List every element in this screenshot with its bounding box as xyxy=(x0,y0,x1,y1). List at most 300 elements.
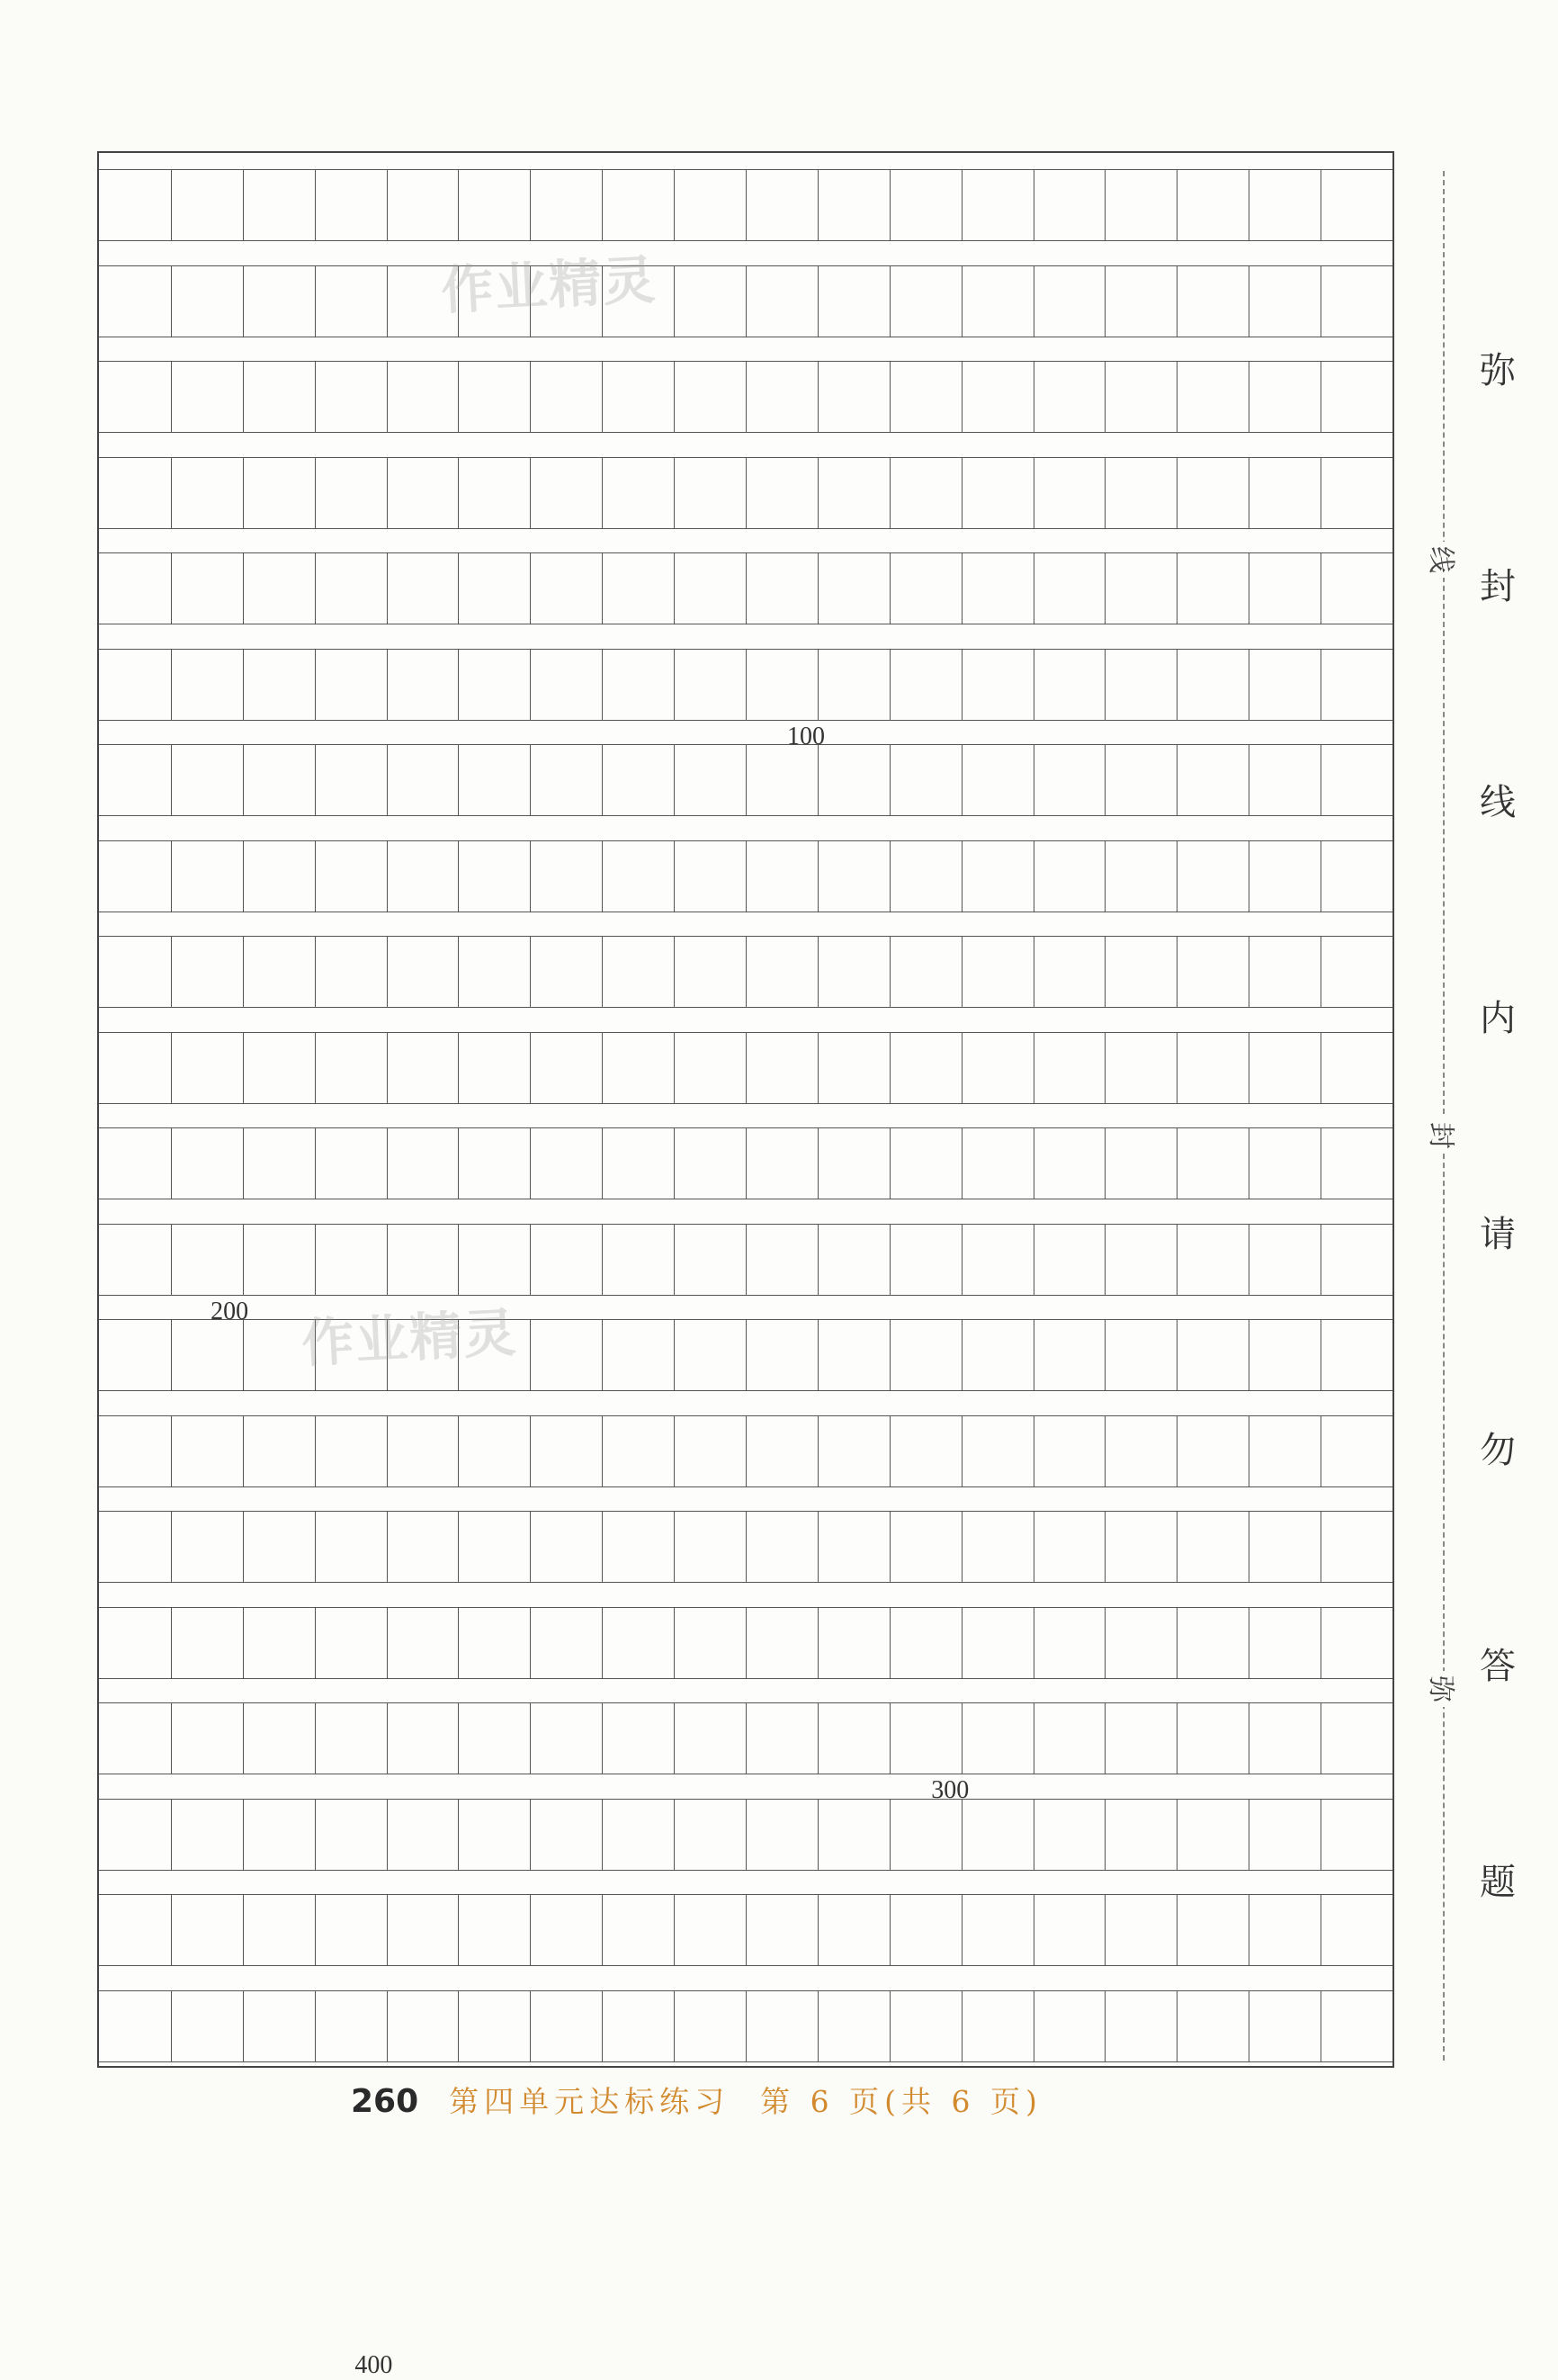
grid-cell[interactable] xyxy=(602,744,674,816)
grid-cell[interactable] xyxy=(530,169,602,241)
grid-cell[interactable] xyxy=(1177,169,1249,241)
grid-cell[interactable] xyxy=(315,1990,387,2062)
grid-cell[interactable] xyxy=(962,1702,1034,1774)
grid-cell[interactable] xyxy=(243,361,315,433)
grid-cell[interactable] xyxy=(890,744,962,816)
grid-cell[interactable] xyxy=(602,552,674,624)
grid-cell[interactable] xyxy=(315,169,387,241)
grid-cell[interactable] xyxy=(1249,1511,1321,1583)
grid-cell[interactable] xyxy=(1034,1702,1106,1774)
grid-cell[interactable] xyxy=(962,1415,1034,1487)
grid-cell[interactable] xyxy=(746,1799,818,1871)
grid-cell[interactable] xyxy=(1321,936,1392,1008)
grid-cell[interactable] xyxy=(1105,1799,1177,1871)
grid-cell[interactable] xyxy=(890,649,962,721)
grid-cell[interactable] xyxy=(746,1511,818,1583)
grid-cell[interactable] xyxy=(1321,1894,1392,1966)
grid-cell[interactable] xyxy=(458,361,530,433)
grid-cell[interactable] xyxy=(746,1127,818,1199)
grid-cell[interactable] xyxy=(746,265,818,337)
grid-cell[interactable] xyxy=(315,1415,387,1487)
grid-cell[interactable] xyxy=(1321,457,1392,529)
grid-cell[interactable] xyxy=(387,169,459,241)
grid-cell[interactable] xyxy=(602,1799,674,1871)
grid-cell[interactable] xyxy=(962,1127,1034,1199)
grid-cell[interactable] xyxy=(962,1319,1034,1391)
grid-cell[interactable] xyxy=(99,936,171,1008)
grid-cell[interactable] xyxy=(1249,936,1321,1008)
grid-cell[interactable] xyxy=(746,840,818,912)
grid-cell[interactable] xyxy=(818,1607,890,1679)
grid-cell[interactable] xyxy=(243,1224,315,1296)
grid-cell[interactable] xyxy=(890,1799,962,1871)
grid-cell[interactable] xyxy=(962,1032,1034,1104)
grid-cell[interactable] xyxy=(818,457,890,529)
grid-cell[interactable] xyxy=(171,1894,243,1966)
grid-cell[interactable] xyxy=(602,457,674,529)
grid-cell[interactable] xyxy=(530,1224,602,1296)
grid-cell[interactable] xyxy=(1321,169,1392,241)
grid-cell[interactable] xyxy=(99,1702,171,1774)
grid-cell[interactable] xyxy=(315,1894,387,1966)
grid-cell[interactable] xyxy=(602,1702,674,1774)
grid-cell[interactable] xyxy=(1249,552,1321,624)
grid-cell[interactable] xyxy=(1034,1990,1106,2062)
grid-cell[interactable] xyxy=(530,1415,602,1487)
grid-cell[interactable] xyxy=(962,1224,1034,1296)
grid-cell[interactable] xyxy=(1034,169,1106,241)
grid-cell[interactable] xyxy=(674,1415,746,1487)
grid-cell[interactable] xyxy=(171,457,243,529)
grid-cell[interactable] xyxy=(99,1127,171,1199)
grid-cell[interactable] xyxy=(1321,361,1392,433)
grid-cell[interactable] xyxy=(171,1990,243,2062)
grid-cell[interactable] xyxy=(1321,265,1392,337)
grid-cell[interactable] xyxy=(818,361,890,433)
grid-cell[interactable] xyxy=(1321,1415,1392,1487)
grid-cell[interactable] xyxy=(962,936,1034,1008)
grid-cell[interactable] xyxy=(1321,1319,1392,1391)
grid-cell[interactable] xyxy=(1177,936,1249,1008)
grid-cell[interactable] xyxy=(890,1607,962,1679)
grid-cell[interactable] xyxy=(674,457,746,529)
grid-cell[interactable] xyxy=(530,1799,602,1871)
grid-cell[interactable] xyxy=(1034,840,1106,912)
grid-cell[interactable] xyxy=(315,840,387,912)
grid-cell[interactable] xyxy=(818,1032,890,1104)
grid-cell[interactable] xyxy=(602,1032,674,1104)
grid-cell[interactable] xyxy=(674,1894,746,1966)
grid-cell[interactable] xyxy=(1105,457,1177,529)
grid-cell[interactable] xyxy=(243,1415,315,1487)
grid-cell[interactable] xyxy=(962,169,1034,241)
grid-cell[interactable] xyxy=(458,457,530,529)
grid-cell[interactable] xyxy=(458,1032,530,1104)
grid-cell[interactable] xyxy=(674,840,746,912)
grid-cell[interactable] xyxy=(315,265,387,337)
grid-cell[interactable] xyxy=(1034,1127,1106,1199)
grid-cell[interactable] xyxy=(890,361,962,433)
grid-cell[interactable] xyxy=(243,457,315,529)
grid-cell[interactable] xyxy=(171,1319,243,1391)
grid-cell[interactable] xyxy=(890,1702,962,1774)
grid-cell[interactable] xyxy=(602,169,674,241)
grid-cell[interactable] xyxy=(602,1607,674,1679)
grid-cell[interactable] xyxy=(818,1799,890,1871)
grid-cell[interactable] xyxy=(1105,1702,1177,1774)
grid-cell[interactable] xyxy=(171,1702,243,1774)
grid-cell[interactable] xyxy=(99,1607,171,1679)
grid-cell[interactable] xyxy=(1034,457,1106,529)
grid-cell[interactable] xyxy=(1249,169,1321,241)
grid-cell[interactable] xyxy=(1177,265,1249,337)
grid-cell[interactable] xyxy=(962,552,1034,624)
grid-cell[interactable] xyxy=(1249,1127,1321,1199)
grid-cell[interactable] xyxy=(890,1894,962,1966)
grid-cell[interactable] xyxy=(171,1032,243,1104)
grid-cell[interactable] xyxy=(818,1224,890,1296)
grid-cell[interactable] xyxy=(315,1799,387,1871)
grid-cell[interactable] xyxy=(818,1511,890,1583)
grid-cell[interactable] xyxy=(1321,1511,1392,1583)
grid-cell[interactable] xyxy=(602,1127,674,1199)
grid-cell[interactable] xyxy=(746,1319,818,1391)
grid-cell[interactable] xyxy=(243,1607,315,1679)
grid-cell[interactable] xyxy=(890,1127,962,1199)
grid-cell[interactable] xyxy=(962,1894,1034,1966)
grid-cell[interactable] xyxy=(530,1607,602,1679)
grid-cell[interactable] xyxy=(387,1224,459,1296)
grid-cell[interactable] xyxy=(1034,1032,1106,1104)
grid-cell[interactable] xyxy=(387,744,459,816)
grid-cell[interactable] xyxy=(746,169,818,241)
grid-cell[interactable] xyxy=(674,1032,746,1104)
grid-cell[interactable] xyxy=(99,265,171,337)
grid-cell[interactable] xyxy=(962,265,1034,337)
grid-cell[interactable] xyxy=(890,1511,962,1583)
grid-cell[interactable] xyxy=(458,1702,530,1774)
grid-cell[interactable] xyxy=(1105,1032,1177,1104)
grid-cell[interactable] xyxy=(99,1990,171,2062)
grid-cell[interactable] xyxy=(890,840,962,912)
grid-cell[interactable] xyxy=(890,936,962,1008)
grid-cell[interactable] xyxy=(1105,649,1177,721)
grid-cell[interactable] xyxy=(530,936,602,1008)
grid-cell[interactable] xyxy=(99,552,171,624)
grid-cell[interactable] xyxy=(171,744,243,816)
grid-cell[interactable] xyxy=(602,1224,674,1296)
grid-cell[interactable] xyxy=(674,1127,746,1199)
grid-cell[interactable] xyxy=(243,1990,315,2062)
grid-cell[interactable] xyxy=(171,361,243,433)
grid-cell[interactable] xyxy=(1034,552,1106,624)
grid-cell[interactable] xyxy=(171,936,243,1008)
grid-cell[interactable] xyxy=(1249,1607,1321,1679)
grid-cell[interactable] xyxy=(962,361,1034,433)
grid-cell[interactable] xyxy=(171,265,243,337)
grid-cell[interactable] xyxy=(818,1127,890,1199)
grid-cell[interactable] xyxy=(1034,744,1106,816)
grid-cell[interactable] xyxy=(746,457,818,529)
grid-cell[interactable] xyxy=(1249,1702,1321,1774)
grid-cell[interactable] xyxy=(1249,265,1321,337)
grid-cell[interactable] xyxy=(458,1607,530,1679)
grid-cell[interactable] xyxy=(530,744,602,816)
grid-cell[interactable] xyxy=(315,457,387,529)
grid-cell[interactable] xyxy=(1177,1032,1249,1104)
grid-cell[interactable] xyxy=(458,840,530,912)
grid-cell[interactable] xyxy=(1249,840,1321,912)
grid-cell[interactable] xyxy=(1034,936,1106,1008)
grid-cell[interactable] xyxy=(1249,1799,1321,1871)
grid-cell[interactable] xyxy=(674,1511,746,1583)
grid-cell[interactable] xyxy=(1105,552,1177,624)
grid-cell[interactable] xyxy=(674,1607,746,1679)
grid-cell[interactable] xyxy=(315,649,387,721)
grid-cell[interactable] xyxy=(530,361,602,433)
grid-cell[interactable] xyxy=(818,1894,890,1966)
grid-cell[interactable] xyxy=(674,649,746,721)
grid-cell[interactable] xyxy=(1177,1894,1249,1966)
grid-cell[interactable] xyxy=(1249,744,1321,816)
grid-cell[interactable] xyxy=(890,1415,962,1487)
grid-cell[interactable] xyxy=(818,552,890,624)
grid-cell[interactable] xyxy=(99,649,171,721)
grid-cell[interactable] xyxy=(458,169,530,241)
grid-cell[interactable] xyxy=(818,1702,890,1774)
grid-cell[interactable] xyxy=(1177,1799,1249,1871)
grid-cell[interactable] xyxy=(1034,1224,1106,1296)
grid-cell[interactable] xyxy=(1177,552,1249,624)
grid-cell[interactable] xyxy=(602,840,674,912)
grid-cell[interactable] xyxy=(1321,1127,1392,1199)
grid-cell[interactable] xyxy=(674,1799,746,1871)
grid-cell[interactable] xyxy=(1249,361,1321,433)
grid-cell[interactable] xyxy=(1105,1415,1177,1487)
grid-cell[interactable] xyxy=(315,361,387,433)
grid-cell[interactable] xyxy=(458,1511,530,1583)
grid-cell[interactable] xyxy=(818,936,890,1008)
grid-cell[interactable] xyxy=(1034,649,1106,721)
grid-cell[interactable] xyxy=(387,1702,459,1774)
grid-cell[interactable] xyxy=(602,1894,674,1966)
grid-cell[interactable] xyxy=(1105,1607,1177,1679)
grid-cell[interactable] xyxy=(818,1415,890,1487)
grid-cell[interactable] xyxy=(890,1224,962,1296)
grid-cell[interactable] xyxy=(890,552,962,624)
grid-cell[interactable] xyxy=(962,1990,1034,2062)
grid-cell[interactable] xyxy=(387,1607,459,1679)
grid-cell[interactable] xyxy=(674,1990,746,2062)
grid-cell[interactable] xyxy=(171,1799,243,1871)
grid-cell[interactable] xyxy=(243,169,315,241)
grid-cell[interactable] xyxy=(99,840,171,912)
grid-cell[interactable] xyxy=(1321,1607,1392,1679)
grid-cell[interactable] xyxy=(1177,1415,1249,1487)
grid-cell[interactable] xyxy=(530,1127,602,1199)
grid-cell[interactable] xyxy=(171,1511,243,1583)
grid-cell[interactable] xyxy=(674,1702,746,1774)
grid-cell[interactable] xyxy=(746,361,818,433)
grid-cell[interactable] xyxy=(458,1224,530,1296)
grid-cell[interactable] xyxy=(962,1511,1034,1583)
grid-cell[interactable] xyxy=(243,1799,315,1871)
grid-cell[interactable] xyxy=(1034,1511,1106,1583)
grid-cell[interactable] xyxy=(962,1607,1034,1679)
grid-cell[interactable] xyxy=(99,457,171,529)
grid-cell[interactable] xyxy=(1249,1319,1321,1391)
grid-cell[interactable] xyxy=(746,1415,818,1487)
grid-cell[interactable] xyxy=(458,552,530,624)
grid-cell[interactable] xyxy=(674,265,746,337)
grid-cell[interactable] xyxy=(243,1032,315,1104)
grid-cell[interactable] xyxy=(746,1224,818,1296)
grid-cell[interactable] xyxy=(890,1990,962,2062)
grid-cell[interactable] xyxy=(746,744,818,816)
grid-cell[interactable] xyxy=(674,744,746,816)
grid-cell[interactable] xyxy=(171,169,243,241)
grid-cell[interactable] xyxy=(458,1415,530,1487)
grid-cell[interactable] xyxy=(243,552,315,624)
grid-cell[interactable] xyxy=(1034,265,1106,337)
grid-cell[interactable] xyxy=(746,936,818,1008)
grid-cell[interactable] xyxy=(315,744,387,816)
grid-cell[interactable] xyxy=(1321,744,1392,816)
grid-cell[interactable] xyxy=(530,1990,602,2062)
grid-cell[interactable] xyxy=(1177,649,1249,721)
grid-cell[interactable] xyxy=(746,1894,818,1966)
grid-cell[interactable] xyxy=(387,649,459,721)
grid-cell[interactable] xyxy=(818,840,890,912)
grid-cell[interactable] xyxy=(99,744,171,816)
grid-cell[interactable] xyxy=(530,457,602,529)
grid-cell[interactable] xyxy=(458,1127,530,1199)
grid-cell[interactable] xyxy=(1105,1894,1177,1966)
grid-cell[interactable] xyxy=(458,1990,530,2062)
grid-cell[interactable] xyxy=(602,1511,674,1583)
grid-cell[interactable] xyxy=(962,744,1034,816)
grid-cell[interactable] xyxy=(1249,1032,1321,1104)
grid-cell[interactable] xyxy=(387,936,459,1008)
grid-cell[interactable] xyxy=(243,840,315,912)
grid-cell[interactable] xyxy=(1034,361,1106,433)
grid-cell[interactable] xyxy=(746,552,818,624)
grid-cell[interactable] xyxy=(387,840,459,912)
grid-cell[interactable] xyxy=(243,936,315,1008)
grid-cell[interactable] xyxy=(746,1990,818,2062)
grid-cell[interactable] xyxy=(1105,1511,1177,1583)
grid-cell[interactable] xyxy=(1249,457,1321,529)
grid-cell[interactable] xyxy=(99,1224,171,1296)
grid-cell[interactable] xyxy=(171,1127,243,1199)
grid-cell[interactable] xyxy=(674,361,746,433)
grid-cell[interactable] xyxy=(962,649,1034,721)
grid-cell[interactable] xyxy=(1177,840,1249,912)
grid-cell[interactable] xyxy=(387,1799,459,1871)
grid-cell[interactable] xyxy=(1177,1127,1249,1199)
grid-cell[interactable] xyxy=(1177,1319,1249,1391)
grid-cell[interactable] xyxy=(1177,1990,1249,2062)
grid-cell[interactable] xyxy=(315,552,387,624)
grid-cell[interactable] xyxy=(458,1894,530,1966)
grid-cell[interactable] xyxy=(243,744,315,816)
grid-cell[interactable] xyxy=(530,552,602,624)
grid-cell[interactable] xyxy=(530,1319,602,1391)
grid-cell[interactable] xyxy=(818,265,890,337)
grid-cell[interactable] xyxy=(243,1511,315,1583)
grid-cell[interactable] xyxy=(315,1607,387,1679)
grid-cell[interactable] xyxy=(1105,169,1177,241)
grid-cell[interactable] xyxy=(530,840,602,912)
grid-cell[interactable] xyxy=(1177,1511,1249,1583)
grid-cell[interactable] xyxy=(243,265,315,337)
grid-cell[interactable] xyxy=(674,1224,746,1296)
grid-cell[interactable] xyxy=(674,552,746,624)
grid-cell[interactable] xyxy=(1105,1224,1177,1296)
grid-cell[interactable] xyxy=(962,457,1034,529)
grid-cell[interactable] xyxy=(171,840,243,912)
grid-cell[interactable] xyxy=(99,1894,171,1966)
grid-cell[interactable] xyxy=(1034,1415,1106,1487)
grid-cell[interactable] xyxy=(1105,361,1177,433)
grid-cell[interactable] xyxy=(890,1319,962,1391)
grid-cell[interactable] xyxy=(99,169,171,241)
grid-cell[interactable] xyxy=(674,1319,746,1391)
grid-cell[interactable] xyxy=(458,936,530,1008)
grid-cell[interactable] xyxy=(99,1415,171,1487)
grid-cell[interactable] xyxy=(1105,1319,1177,1391)
grid-cell[interactable] xyxy=(387,1990,459,2062)
grid-cell[interactable] xyxy=(243,1894,315,1966)
grid-cell[interactable] xyxy=(1249,649,1321,721)
grid-cell[interactable] xyxy=(818,1990,890,2062)
grid-cell[interactable] xyxy=(1177,1702,1249,1774)
grid-cell[interactable] xyxy=(746,1702,818,1774)
grid-cell[interactable] xyxy=(243,1127,315,1199)
grid-cell[interactable] xyxy=(1177,1607,1249,1679)
grid-cell[interactable] xyxy=(1105,1127,1177,1199)
grid-cell[interactable] xyxy=(1321,1224,1392,1296)
grid-cell[interactable] xyxy=(171,1224,243,1296)
grid-cell[interactable] xyxy=(1034,1799,1106,1871)
grid-cell[interactable] xyxy=(1177,1224,1249,1296)
grid-cell[interactable] xyxy=(315,1127,387,1199)
grid-cell[interactable] xyxy=(962,1799,1034,1871)
grid-cell[interactable] xyxy=(315,1224,387,1296)
grid-cell[interactable] xyxy=(458,649,530,721)
grid-cell[interactable] xyxy=(243,649,315,721)
grid-cell[interactable] xyxy=(387,552,459,624)
grid-cell[interactable] xyxy=(387,457,459,529)
grid-cell[interactable] xyxy=(1249,1894,1321,1966)
grid-cell[interactable] xyxy=(1034,1894,1106,1966)
grid-cell[interactable] xyxy=(674,169,746,241)
grid-cell[interactable] xyxy=(1105,265,1177,337)
grid-cell[interactable] xyxy=(602,936,674,1008)
grid-cell[interactable] xyxy=(1177,744,1249,816)
grid-cell[interactable] xyxy=(530,1032,602,1104)
grid-cell[interactable] xyxy=(99,1511,171,1583)
grid-cell[interactable] xyxy=(890,265,962,337)
grid-cell[interactable] xyxy=(602,361,674,433)
grid-cell[interactable] xyxy=(1105,744,1177,816)
grid-cell[interactable] xyxy=(243,1702,315,1774)
grid-cell[interactable] xyxy=(602,649,674,721)
grid-cell[interactable] xyxy=(1321,1702,1392,1774)
grid-cell[interactable] xyxy=(387,1032,459,1104)
grid-cell[interactable] xyxy=(890,1032,962,1104)
grid-cell[interactable] xyxy=(315,1032,387,1104)
